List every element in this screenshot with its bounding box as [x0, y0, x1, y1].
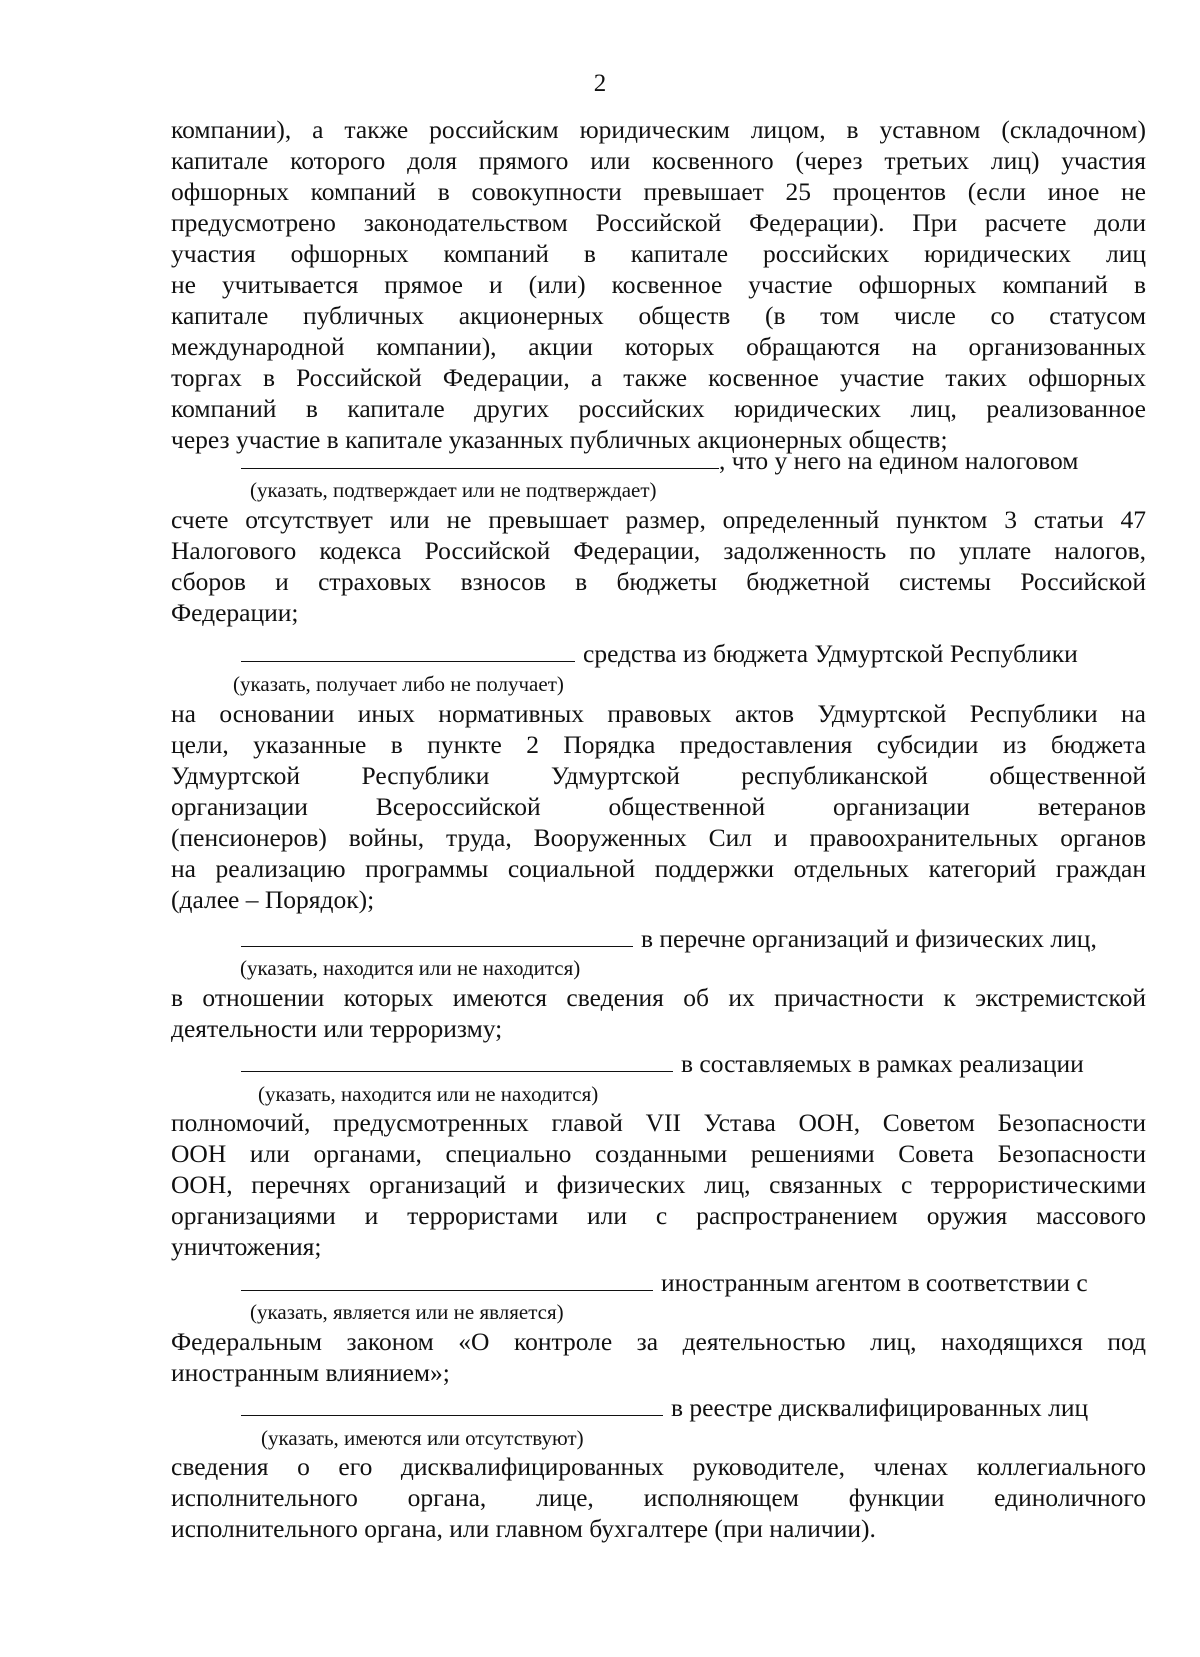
text-line: организациями и террористами или с распространением оружия массового — [171, 1201, 1146, 1230]
paragraph-offshore-companies — [171, 114, 1146, 455]
text-line: сведения о его дисквалифицированных руководителе, членах коллегиального — [171, 1452, 1146, 1481]
disqualified-register-field-text: в реестре дисквалифицированных лиц — [671, 1393, 1089, 1422]
un-lists-field-row — [241, 1047, 1146, 1078]
foreign-agent-field-text: иностранным агентом в соответствии с — [661, 1268, 1088, 1297]
paragraph-subsidy-purpose — [171, 698, 1146, 915]
paragraph-foreign-influence — [171, 1326, 1146, 1388]
text-line: предусмотрено законодательством Российской Федерации). При расчете доли — [171, 208, 1146, 237]
extremism-list-field-text: в перечне организаций и физических лиц, — [641, 924, 1097, 953]
text-line: капитале которого доля прямого или косвенного (через третьих лиц) участия — [171, 146, 1146, 175]
text-line: Налогового кодекса Российской Федерации, задолженность по уплате налогов, — [171, 536, 1146, 565]
budget-funds-field-text: средства из бюджета Удмуртской Республики — [583, 639, 1078, 668]
extremism-list-hint: (указать, находится или не находится) — [240, 956, 581, 980]
disqualified-register-blank[interactable] — [241, 1391, 663, 1416]
page-number: 2 — [593, 70, 607, 97]
disqualified-register-hint: (указать, имеются или отсутствуют) — [261, 1426, 584, 1450]
text-line: сборов и страховых взносов в бюджеты бюджетной системы Российской — [171, 567, 1146, 596]
text-line: на основании иных нормативных правовых актов Удмуртской Республики на — [171, 699, 1146, 728]
un-lists-field-text: в составляемых в рамках реализации — [681, 1049, 1084, 1078]
budget-funds-field-row — [241, 637, 1146, 668]
text-line: международной компании), акции которых обращаются на организованных — [171, 332, 1146, 361]
paragraph-disqualified-persons — [171, 1451, 1146, 1544]
text-line: (далее – Порядок); — [171, 885, 375, 914]
un-lists-hint: (указать, находится или не находится) — [258, 1082, 599, 1106]
foreign-agent-blank[interactable] — [241, 1266, 653, 1291]
text-line: через участие в капитале указанных публичных акционерных обществ; — [171, 425, 948, 454]
text-line: участия офшорных компаний в капитале российских юридических лиц — [171, 239, 1146, 268]
text-line: в отношении которых имеются сведения об их причастности к экстремистской — [171, 983, 1146, 1012]
budget-funds-blank[interactable] — [241, 637, 575, 662]
text-line: капитале публичных акционерных обществ (в том числе со статусом — [171, 301, 1146, 330]
text-line: исполнительного органа, лице, исполняющем функции единоличного — [171, 1483, 1146, 1512]
paragraph-extremism — [171, 982, 1146, 1044]
text-line: иностранным влиянием»; — [171, 1358, 450, 1387]
foreign-agent-field-row — [241, 1266, 1146, 1297]
extremism-list-field-row — [241, 922, 1146, 953]
text-line: полномочий, предусмотренных главой VII Устава ООН, Советом Безопасности — [171, 1108, 1146, 1137]
text-line: цели, указанные в пункте 2 Порядка предоставления субсидии из бюджета — [171, 730, 1146, 759]
tax-debt-field-text: , что у него на едином налоговом — [719, 446, 1079, 475]
text-line: офшорных компаний в совокупности превышает 25 процентов (если иное не — [171, 177, 1146, 206]
tax-debt-hint: (указать, подтверждает или не подтверждает) — [250, 478, 657, 502]
tax-debt-field-row — [241, 444, 1146, 475]
text-line: исполнительного органа, или главном бухгалтере (при наличии). — [171, 1514, 876, 1543]
text-line: компании), а также российским юридическим лицом, в уставном (складочном) — [171, 115, 1146, 144]
text-line: не учитывается прямое и (или) косвенное участие офшорных компаний в — [171, 270, 1146, 299]
text-line: ООН, перечнях организаций и физических лиц, связанных с террористическими — [171, 1170, 1146, 1199]
paragraph-un-security-council — [171, 1107, 1146, 1262]
un-lists-blank[interactable] — [241, 1047, 673, 1072]
disqualified-register-field-row — [241, 1391, 1146, 1422]
text-line: компаний в капитале других российских юридических лиц, реализованное — [171, 394, 1146, 423]
foreign-agent-hint: (указать, является или не является) — [250, 1300, 564, 1324]
text-line: на реализацию программы социальной поддержки отдельных категорий граждан — [171, 854, 1146, 883]
tax-debt-blank[interactable] — [241, 444, 719, 469]
text-line: ООН или органами, специально созданными решениями Совета Безопасности — [171, 1139, 1146, 1168]
budget-funds-hint: (указать, получает либо не получает) — [233, 672, 564, 696]
text-line: торгах в Российской Федерации, а также косвенное участие таких офшорных — [171, 363, 1146, 392]
text-line: (пенсионеров) войны, труда, Вооруженных Сил и правоохранительных органов — [171, 823, 1146, 852]
text-line: Федерации; — [171, 598, 299, 627]
text-line: уничтожения; — [171, 1232, 322, 1261]
paragraph-tax-debt — [171, 504, 1146, 628]
text-line: Федеральным законом «О контроле за деятельностью лиц, находящихся под — [171, 1327, 1146, 1356]
text-line: организации Всероссийской общественной организации ветеранов — [171, 792, 1146, 821]
text-line: счете отсутствует или не превышает размер, определенный пунктом 3 статьи 47 — [171, 505, 1146, 534]
extremism-list-blank[interactable] — [241, 922, 633, 947]
text-line: Удмуртской Республики Удмуртской республиканской общественной — [171, 761, 1146, 790]
text-line: деятельности или терроризму; — [171, 1014, 503, 1043]
